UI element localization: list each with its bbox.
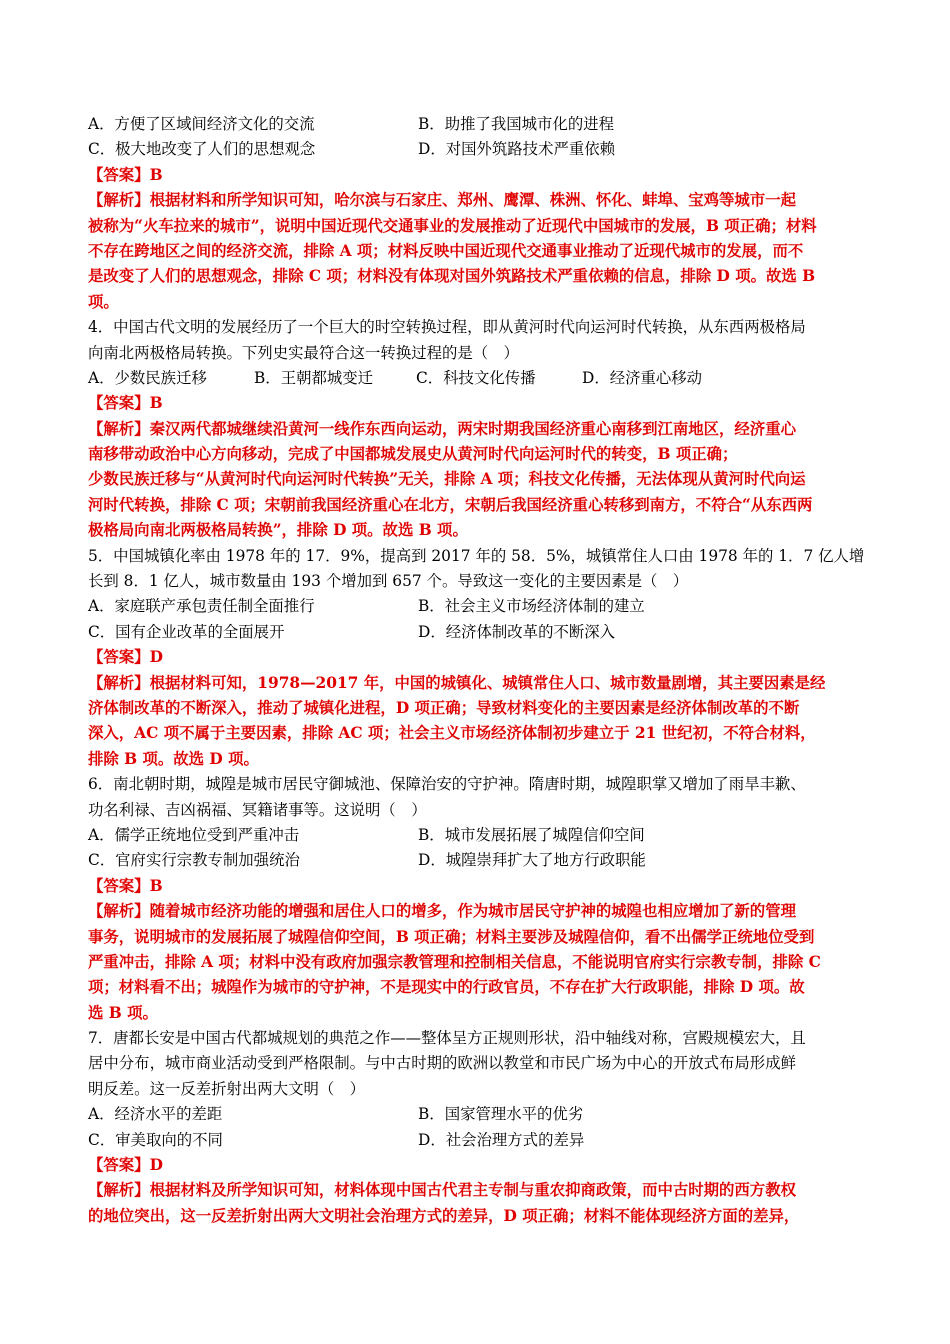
q5-option-c[interactable]: C．国有企业改革的全面展开 xyxy=(88,622,285,641)
q3-explanation-line: 是改变了人们的思想观念，排除 C 项；材料没有体现对国外筑路技术严重依赖的信息，排除 D 项。故选 B xyxy=(88,267,816,286)
q6-option-a[interactable]: A．儒学正统地位受到严重冲击 xyxy=(88,825,300,844)
q6-explanation-line: 项；材料看不出；城隍作为城市的守护神，不是现实中的行政官员，不存在扩大行政职能，排除 D 项。故 xyxy=(88,978,805,997)
q7-explanation-line: 【解析】根据材料及所学知识可知，材料体现中国古代君主专制与重农抑商政策，而中古时期的西方教权 xyxy=(88,1181,796,1200)
q6-explanation-line: 事务，说明城市的发展拓展了城隍信仰空间，B 项正确；材料主要涉及城隍信仰，看不出儒学正统地位受到 xyxy=(88,927,815,946)
q3-explanation-line: 【解析】根据材料和所学知识可知，哈尔滨与石家庄、郑州、鹰潭、株洲、怀化、蚌埠、宝鸡等城市一起 xyxy=(88,191,796,210)
q5-stem-line: 5．中国城镇化率由 1978 年的 17．9%，提高到 2017 年的 58．5%，城镇常住人口由 1978 年的 1．7 亿人增 xyxy=(88,546,865,565)
q3-explanation-line: 不存在跨地区之间的经济交流，排除 A 项；材料反映中国近现代交通事业推动了近现代城市的发展，而不 xyxy=(88,241,804,260)
q3-option-d[interactable]: D．对国外筑路技术严重依赖 xyxy=(418,140,616,159)
q5-answer: 【答案】D xyxy=(88,648,163,667)
q5-explanation-line: 深入，AC 项不属于主要因素，排除 AC 项；社会主义市场经济体制初步建立于 21 世纪初，不符合材料， xyxy=(88,724,816,743)
q4-explanation-line: 南移带动政治中心方向移动，完成了中国都城发展史从黄河时代向运河时代的转变，B 项正确； xyxy=(88,445,738,464)
q7-stem-line: 明反差。这一反差折射出两大文明（ ） xyxy=(88,1079,366,1098)
q5-option-d[interactable]: D．经济体制改革的不断深入 xyxy=(418,622,616,641)
q6-answer: 【答案】B xyxy=(88,876,163,895)
q4-explanation-line: 极格局向南北两极格局转换”，排除 D 项。故选 B 项。 xyxy=(88,521,468,540)
q5-explanation-line: 【解析】根据材料可知，1978—2017 年，中国的城镇化、城镇常住人口、城市数量剧增，其主要因素是经 xyxy=(88,673,826,692)
q5-options-row-1 xyxy=(88,594,866,619)
q7-stem-line: 7．唐都长安是中国古代都城规划的典范之作——整体呈方正规则形状，沿中轴线对称，宫殿规模宏大，且 xyxy=(88,1029,806,1048)
q6-stem-line: 6．南北朝时期，城隍是城市居民守御城池、保障治安的守护神。隋唐时期，城隍职掌又增加了雨旱丰歉、 xyxy=(88,775,806,794)
q6-explanation-line: 严重冲击，排除 A 项；材料中没有政府加强宗教管理和控制相关信息，不能说明官府实行宗教专制，排除 C xyxy=(88,952,821,971)
q4-options-row xyxy=(88,366,866,391)
q5-option-a[interactable]: A．家庭联产承包责任制全面推行 xyxy=(88,597,315,616)
q3-option-a[interactable]: A．方便了区域间经济文化的交流 xyxy=(88,115,315,133)
q6-option-d[interactable]: D．城隍崇拜扩大了地方行政职能 xyxy=(418,851,646,870)
q7-option-a[interactable]: A．经济水平的差距 xyxy=(88,1105,223,1124)
q4-option-a[interactable]: A．少数民族迁移 xyxy=(88,368,207,387)
q4-stem-line: 4．中国古代文明的发展经历了一个巨大的时空转换过程，即从黄河时代向运河时代转换，从东西两极格局 xyxy=(88,318,806,337)
q3-explanation-line: 项。 xyxy=(88,292,119,311)
q4-explanation-line: 少数民族迁移与“从黄河时代向运河时代转换”无关，排除 A 项；科技文化传播，无法体现从黄河时代向运 xyxy=(88,470,806,489)
q7-stem-line: 居中分布，城市商业活动受到严格限制。与中古时期的欧洲以教堂和市民广场为中心的开放式布局形成鲜 xyxy=(88,1054,796,1073)
q5-explanation-line: 济体制改革的不断深入，推动了城镇化进程，D 项正确；导致材料变化的主要因素是经济体制改革的不断 xyxy=(88,698,800,717)
q3-option-c[interactable]: C．极大地改变了人们的思想观念 xyxy=(88,140,316,159)
q3-explanation-line: 被称为“火车拉来的城市”，说明中国近现代交通事业的发展推动了近现代中国城市的发展，B 项正确；材料 xyxy=(88,216,817,235)
q4-option-d[interactable]: D．经济重心移动 xyxy=(582,368,703,387)
q5-explanation-line: 排除 B 项。故选 D 项。 xyxy=(88,749,259,768)
q7-answer: 【答案】D xyxy=(88,1156,163,1175)
q3-answer: 【答案】B xyxy=(88,165,163,184)
q5-option-b[interactable]: B．社会主义市场经济体制的建立 xyxy=(418,597,645,616)
q7-option-b[interactable]: B．国家管理水平的优劣 xyxy=(418,1105,584,1124)
q4-explanation-line: 【解析】秦汉两代都城继续沿黄河一线作东西向运动，两宋时期我国经济重心南移到江南地区，经济重心 xyxy=(88,419,796,438)
q4-option-b[interactable]: B．王朝都城变迁 xyxy=(254,368,374,387)
q7-option-d[interactable]: D．社会治理方式的差异 xyxy=(418,1130,585,1149)
q4-answer: 【答案】B xyxy=(88,394,163,413)
q7-options-row-2 xyxy=(88,1128,866,1153)
q7-explanation-line: 的地位突出，这一反差折射出两大文明社会治理方式的差异，D 项正确；材料不能体现经济方面的差异， xyxy=(88,1206,800,1225)
q6-options-row-1 xyxy=(88,823,866,848)
q6-explanation-line: 选 B 项。 xyxy=(88,1003,158,1022)
q4-stem-line: 向南北两极格局转换。下列史实最符合这一转换过程的是（ ） xyxy=(88,343,519,362)
q7-options-row-1 xyxy=(88,1102,866,1127)
q3-options-row-1 xyxy=(88,112,866,137)
q3-options-row-2 xyxy=(88,137,866,162)
q6-explanation-line: 【解析】随着城市经济功能的增强和居住人口的增多，作为城市居民守护神的城隍也相应增加了新的管理 xyxy=(88,902,796,921)
q7-option-c[interactable]: C．审美取向的不同 xyxy=(88,1130,223,1149)
q6-stem-line: 功名利禄、吉凶祸福、冥籍诸事等。这说明（ ） xyxy=(88,800,427,819)
q6-option-b[interactable]: B．城市发展拓展了城隍信仰空间 xyxy=(418,825,645,844)
q4-explanation-line: 河时代转换，排除 C 项；宋朝前我国经济重心在北方，宋朝后我国经济重心转移到南方，不符合“从东西两 xyxy=(88,495,813,514)
q6-options-row-2 xyxy=(88,848,866,873)
q5-stem-line: 长到 8．1 亿人，城市数量由 193 个增加到 657 个。导致这一变化的主要因素是（ ） xyxy=(88,572,689,591)
q6-option-c[interactable]: C．官府实行宗教专制加强统治 xyxy=(88,851,300,870)
document-page xyxy=(88,112,866,1229)
q5-options-row-2 xyxy=(88,620,866,645)
q4-option-c[interactable]: C．科技文化传播 xyxy=(416,368,536,387)
q3-option-b[interactable]: B．助推了我国城市化的进程 xyxy=(418,115,614,133)
